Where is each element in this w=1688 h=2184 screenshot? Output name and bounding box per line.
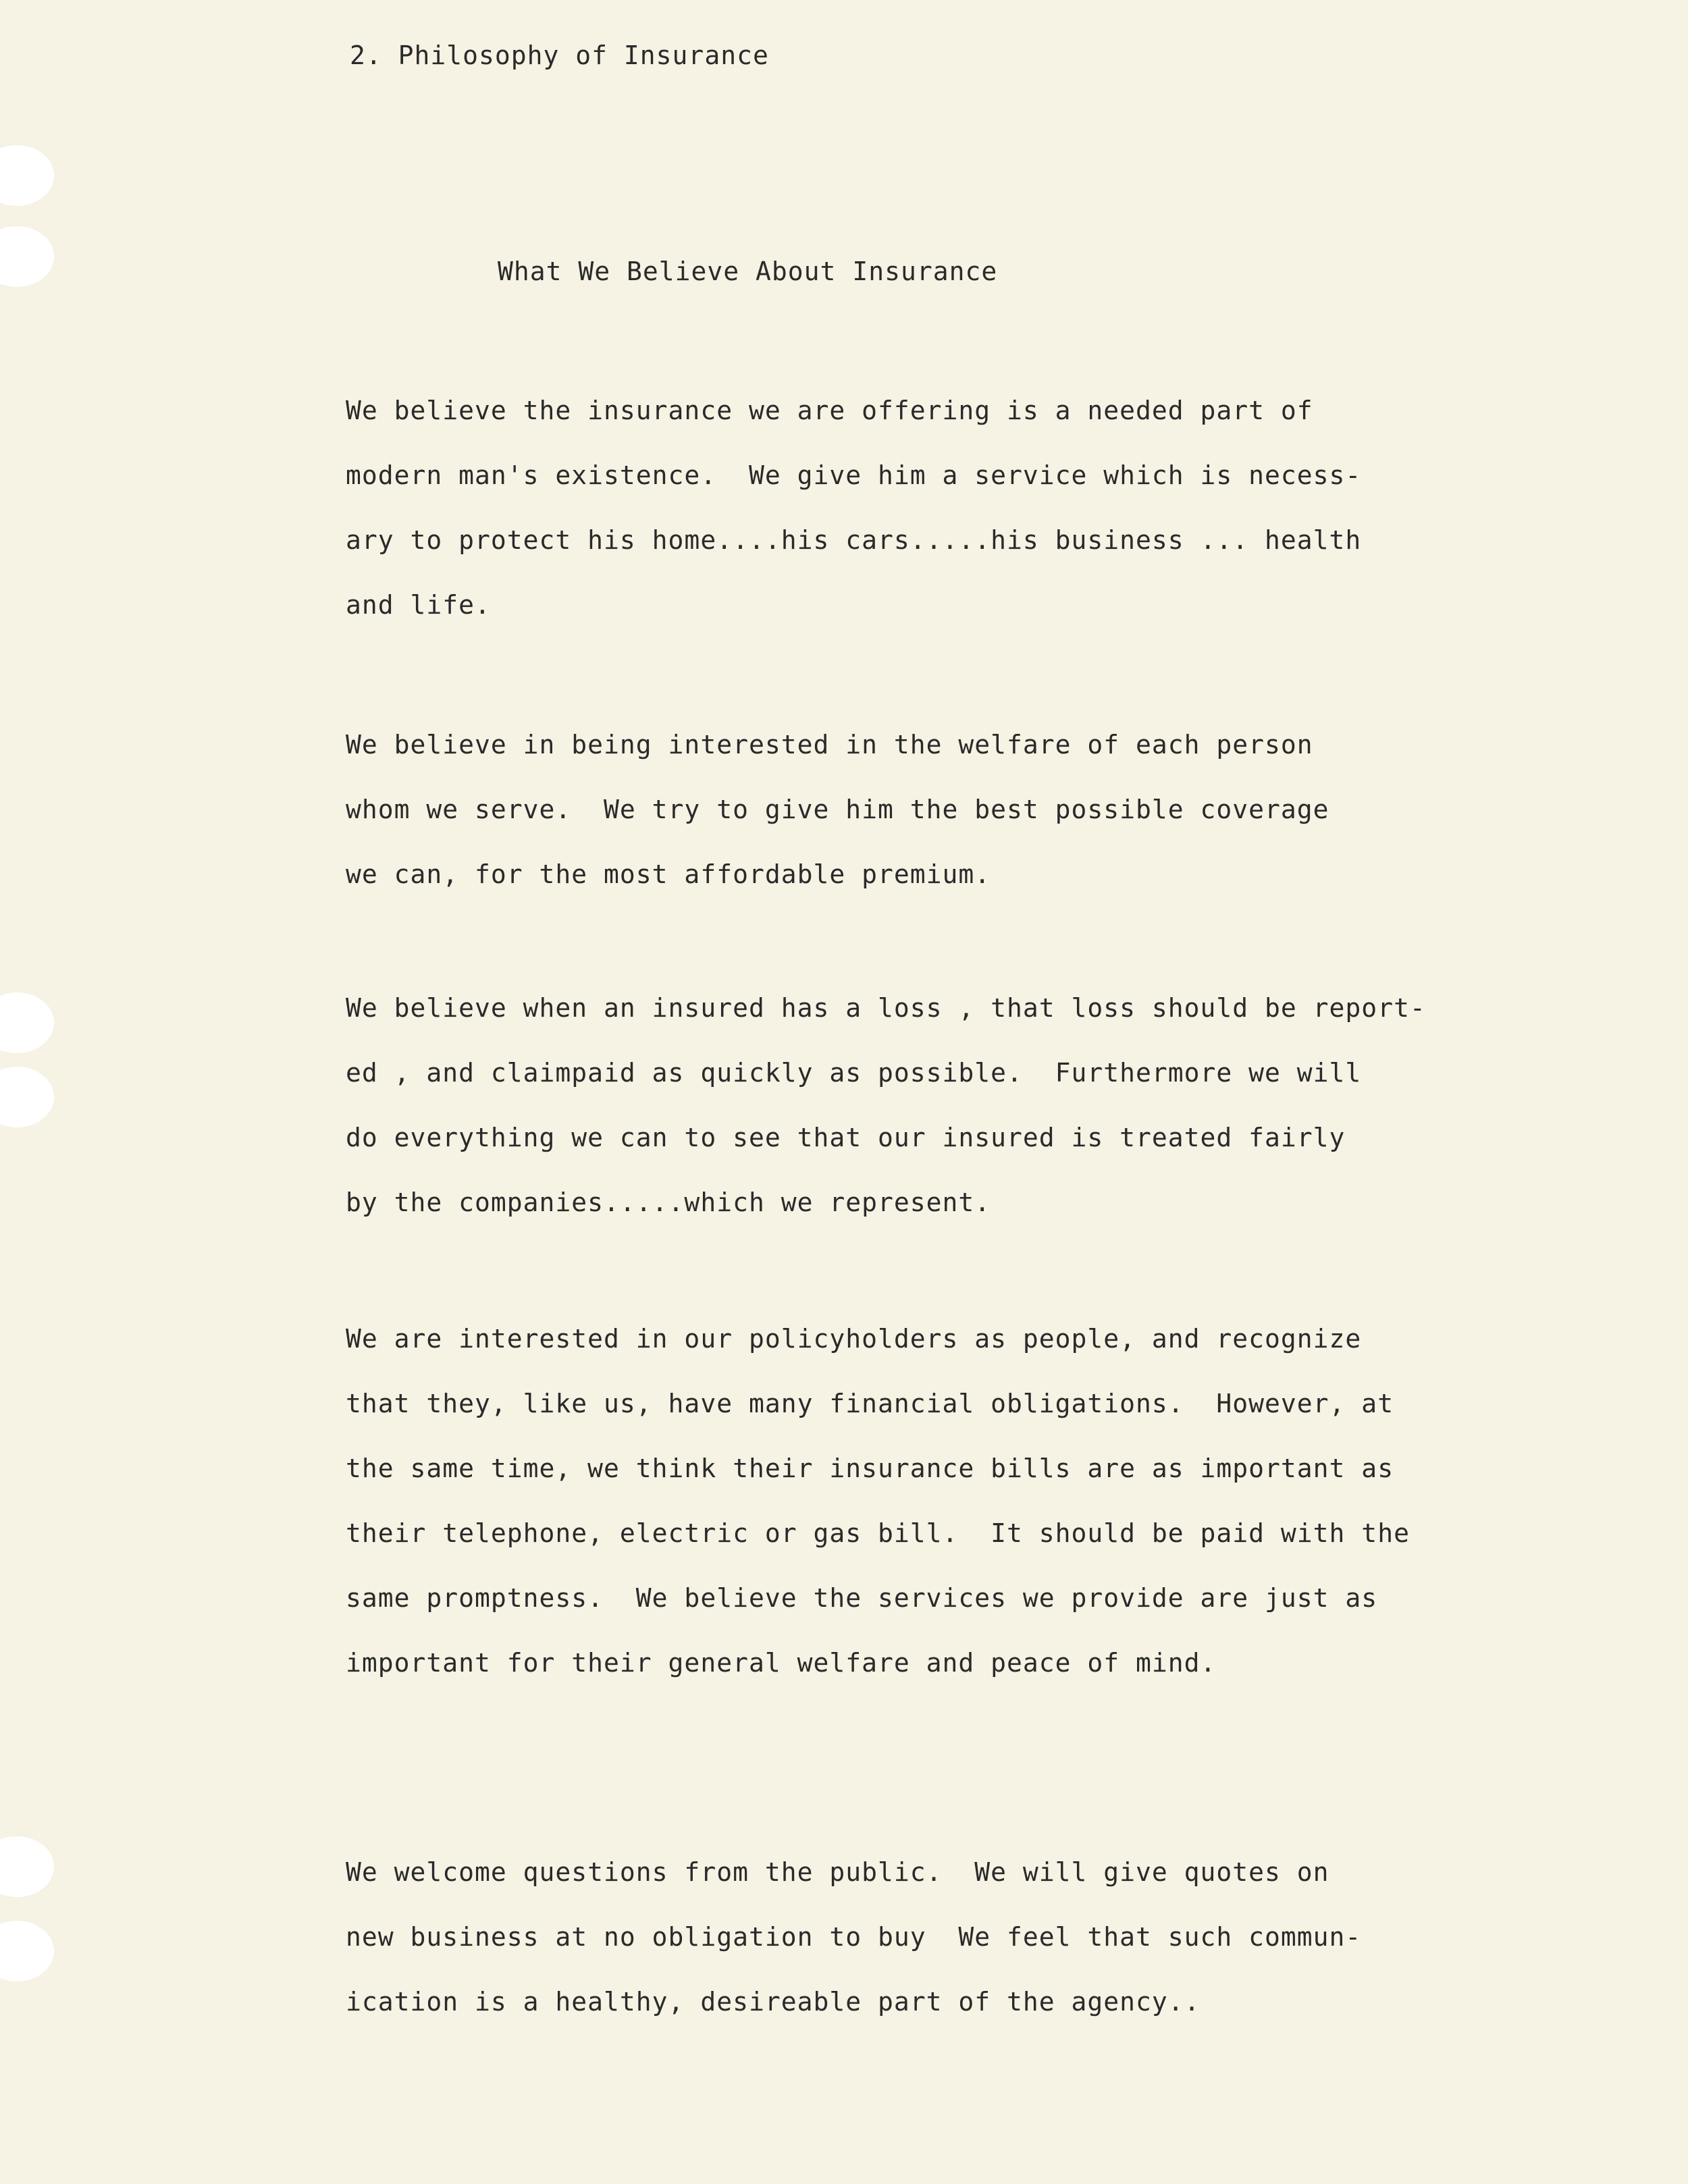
paragraph-line: We are interested in our policyholders as people, and recognize — [346, 1324, 1362, 1354]
punch-hole — [0, 1921, 54, 1981]
paragraph-line: ication is a healthy, desireable part of the agency.. — [346, 1987, 1201, 2017]
paragraph-line: that they, like us, have many financial obligations. However, at — [346, 1389, 1394, 1418]
paragraph-3 — [346, 976, 1426, 1235]
punch-hole — [0, 145, 54, 206]
paragraph-line: important for their general welfare and peace of mind. — [346, 1648, 1217, 1678]
paragraph-line: and life. — [346, 590, 491, 620]
paragraph-line: their telephone, electric or gas bill. It should be paid with the — [346, 1518, 1410, 1548]
paragraph-line: We believe when an insured has a loss , that loss should be report- — [346, 993, 1426, 1023]
punch-hole — [0, 1067, 54, 1127]
paragraph-line: We welcome questions from the public. We will give quotes on — [346, 1857, 1329, 1887]
paragraph-line: We believe the insurance we are offering is a needed part of — [346, 396, 1313, 425]
document-title: What We Believe About Insurance — [498, 257, 998, 286]
punch-hole — [0, 226, 54, 287]
paragraph-line: whom we serve. We try to give him the best possible coverage — [346, 795, 1329, 824]
paragraph-line: ed , and claimpaid as quickly as possible. Furthermore we will — [346, 1058, 1362, 1088]
paragraph-2 — [346, 712, 1329, 907]
paragraph-line: We believe in being interested in the welfare of each person — [346, 730, 1313, 760]
paragraph-line: modern man's existence. We give him a service which is necess- — [346, 460, 1362, 490]
paragraph-line: we can, for the most affordable premium. — [346, 859, 991, 889]
punch-hole — [0, 992, 54, 1053]
paragraph-1 — [346, 378, 1361, 637]
paragraph-line: same promptness. We believe the services we provide are just as — [346, 1583, 1378, 1613]
section-header: 2. Philosophy of Insurance — [350, 41, 769, 70]
paragraph-4 — [346, 1306, 1410, 1695]
paragraph-line: do everything we can to see that our insured is treated fairly — [346, 1123, 1346, 1152]
paragraph-line: new business at no obligation to buy We feel that such commun- — [346, 1922, 1362, 1952]
paragraph-line: by the companies.....which we represent. — [346, 1188, 991, 1217]
punch-hole — [0, 1836, 54, 1897]
paragraph-line: ary to protect his home....his cars.....his business ... health — [346, 525, 1362, 555]
paragraph-line: the same time, we think their insurance bills are as important as — [346, 1454, 1394, 1483]
paragraph-5 — [346, 1840, 1361, 2034]
